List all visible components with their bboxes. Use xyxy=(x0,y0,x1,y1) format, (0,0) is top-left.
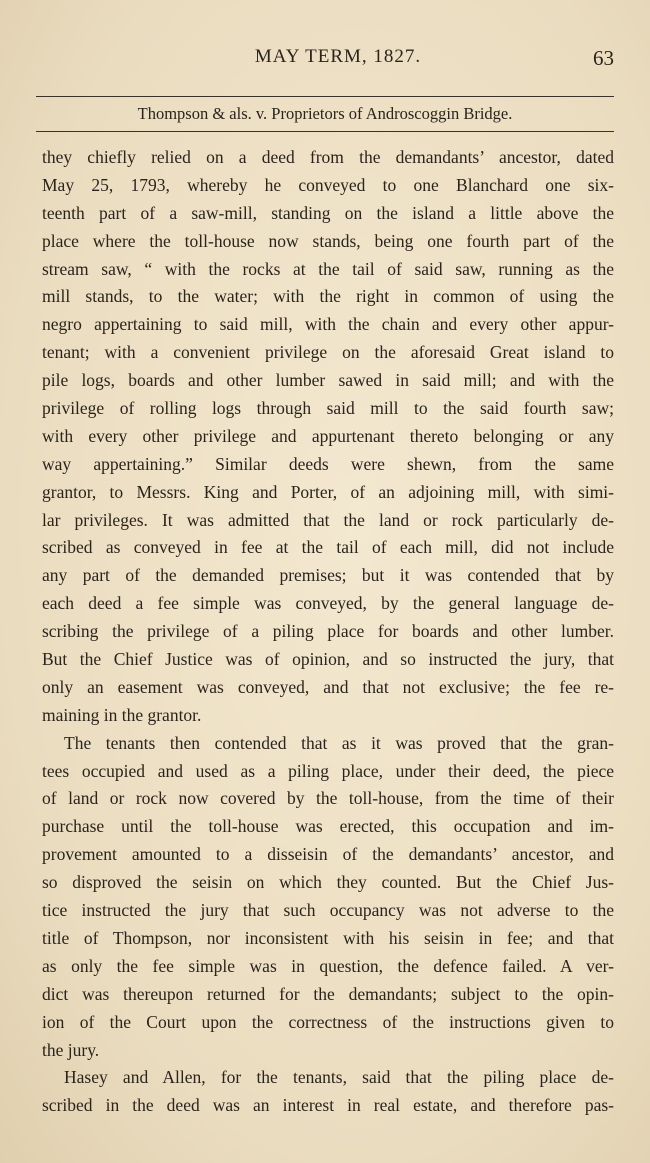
text-line: dict was thereupon returned for the demandants; subject to the opin- xyxy=(42,983,614,1004)
text-line: way appertaining.” Similar deeds were shewn, from the same xyxy=(42,453,614,474)
text-line: scribing the privilege of a piling place for boards and other lumber. xyxy=(42,621,614,642)
text-line: provement amounted to a disseisin of the demandants’ ancestor, and xyxy=(42,844,614,865)
text-line: each deed a fee simple was conveyed, by the general language de- xyxy=(42,593,614,614)
text-line: negro appertaining to said mill, with the chain and every other appur- xyxy=(42,314,614,335)
text-line: stream saw, “ with the rocks at the tail of said saw, running as the xyxy=(42,258,614,279)
text-line: purchase until the toll-house was erected, this occupation and im- xyxy=(42,816,614,837)
text-line: maining in the grantor. xyxy=(42,704,202,725)
text-line: teenth part of a saw-mill, standing on the island a little above the xyxy=(42,202,614,223)
text-line: tees occupied and used as a piling place, under their deed, the piece xyxy=(42,760,614,781)
running-title: MAY TERM, 1827. xyxy=(254,46,422,67)
text-line: tice instructed the jury that such occupancy was not adverse to the xyxy=(42,900,614,921)
text-line: the jury. xyxy=(42,1039,100,1060)
text-line: with every other privilege and appurtenant thereto belonging or any xyxy=(42,425,614,446)
text-line: they chiefly relied on a deed from the demandants’ ancestor, dated xyxy=(42,147,614,167)
case-caption: Thompson & als. v. Proprietors of Androscoggin Bridge. xyxy=(137,104,513,123)
text-line: May 25, 1793, whereby he conveyed to one Blanchard one six- xyxy=(42,174,614,195)
text-line: as only the fee simple was in question, the defence failed. A ver- xyxy=(42,955,614,976)
text-line: of land or rock now covered by the toll-house, from the time of their xyxy=(42,788,614,809)
text-line: ion of the Court upon the correctness of the instructions given to xyxy=(42,1011,614,1032)
page-number: 63 xyxy=(593,46,614,70)
running-head xyxy=(58,46,618,72)
text-line: tenant; with a convenient privilege on the aforesaid Great island to xyxy=(42,342,614,363)
text-line: only an easement was conveyed, and that not exclusive; the fee re- xyxy=(42,676,614,697)
text-line: title of Thompson, nor inconsistent with his seisin in fee; and that xyxy=(42,927,614,948)
text-line: scribed as conveyed in fee at the tail of each mill, did not include xyxy=(42,537,614,558)
bottom-rule xyxy=(36,131,614,132)
text-line: place where the toll-house now stands, being one fourth part of the xyxy=(42,230,614,251)
text-line: any part of the demanded premises; but it was contended that by xyxy=(42,565,614,586)
text-line: grantor, to Messrs. King and Porter, of an adjoining mill, with simi- xyxy=(42,481,614,502)
text-line: mill stands, to the water; with the right in common of using the xyxy=(42,286,614,307)
body-text xyxy=(42,144,614,1120)
paragraph-start-line: Hasey and Allen, for the tenants, said that the piling place de- xyxy=(64,1067,614,1088)
text-line: scribed in the deed was an interest in real estate, and therefore pas- xyxy=(42,1095,614,1116)
text-line: pile logs, boards and other lumber sawed in said mill; and with the xyxy=(42,370,614,391)
paragraph-start-line: The tenants then contended that as it was proved that the gran- xyxy=(64,732,614,753)
text-line: But the Chief Justice was of opinion, and so instructed the jury, that xyxy=(42,649,614,670)
top-rule xyxy=(36,96,614,97)
text-line: privilege of rolling logs through said mill to the said fourth saw; xyxy=(42,398,614,419)
text-line: so disproved the seisin on which they counted. But the Chief Jus- xyxy=(42,872,614,893)
text-line: lar privileges. It was admitted that the land or rock particularly de- xyxy=(42,509,614,530)
